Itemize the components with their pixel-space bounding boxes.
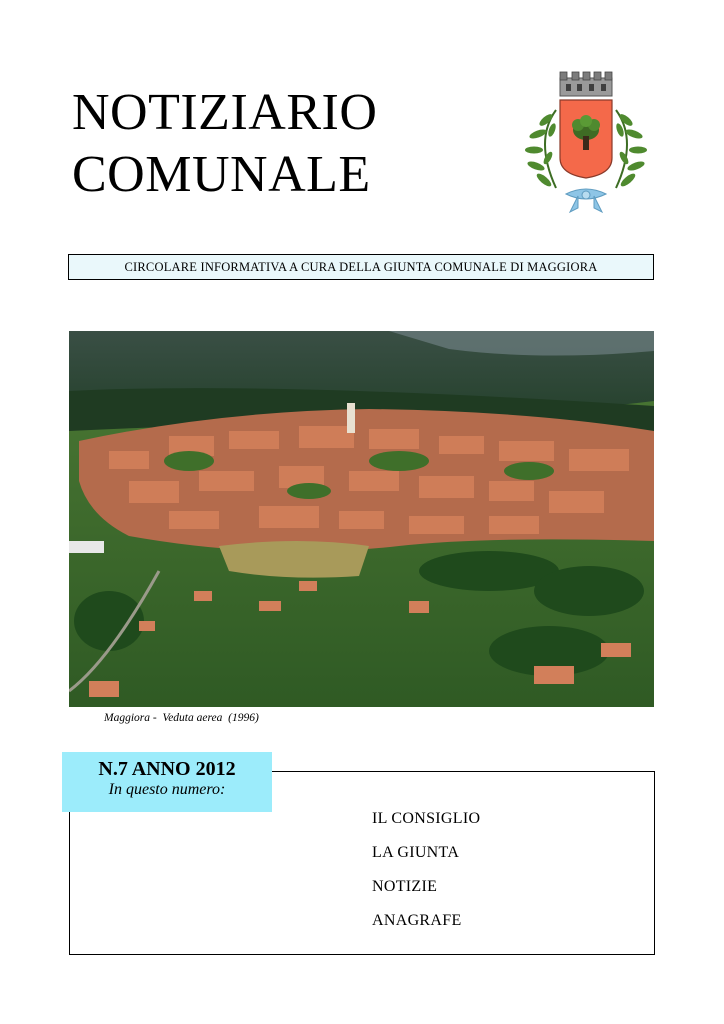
photo-caption: Maggiora - Veduta aerea (1996) (104, 712, 259, 724)
issue-subtitle: In questo numero: (108, 781, 226, 798)
issue-tab (62, 752, 272, 812)
contents-item-consiglio: IL CONSIGLIO (372, 810, 481, 827)
contents-item-anagrafe: ANAGRAFE (372, 912, 462, 929)
contents-item-giunta: LA GIUNTA (372, 844, 460, 861)
info-banner: CIRCOLARE INFORMATIVA A CURA DELLA GIUNTA COMUNALE DI MAGGIORA (68, 254, 654, 280)
aerial-photo (69, 331, 654, 707)
title-line-2: COMUNALE (72, 146, 371, 203)
issue-number: N.7 ANNO 2012 (98, 758, 236, 780)
contents-list (372, 802, 480, 938)
contents-item-notizie: NOTIZIE (372, 878, 438, 895)
title-line-1: NOTIZIARIO (72, 84, 378, 141)
page-title (72, 82, 377, 206)
coat-of-arms-icon (516, 70, 656, 220)
